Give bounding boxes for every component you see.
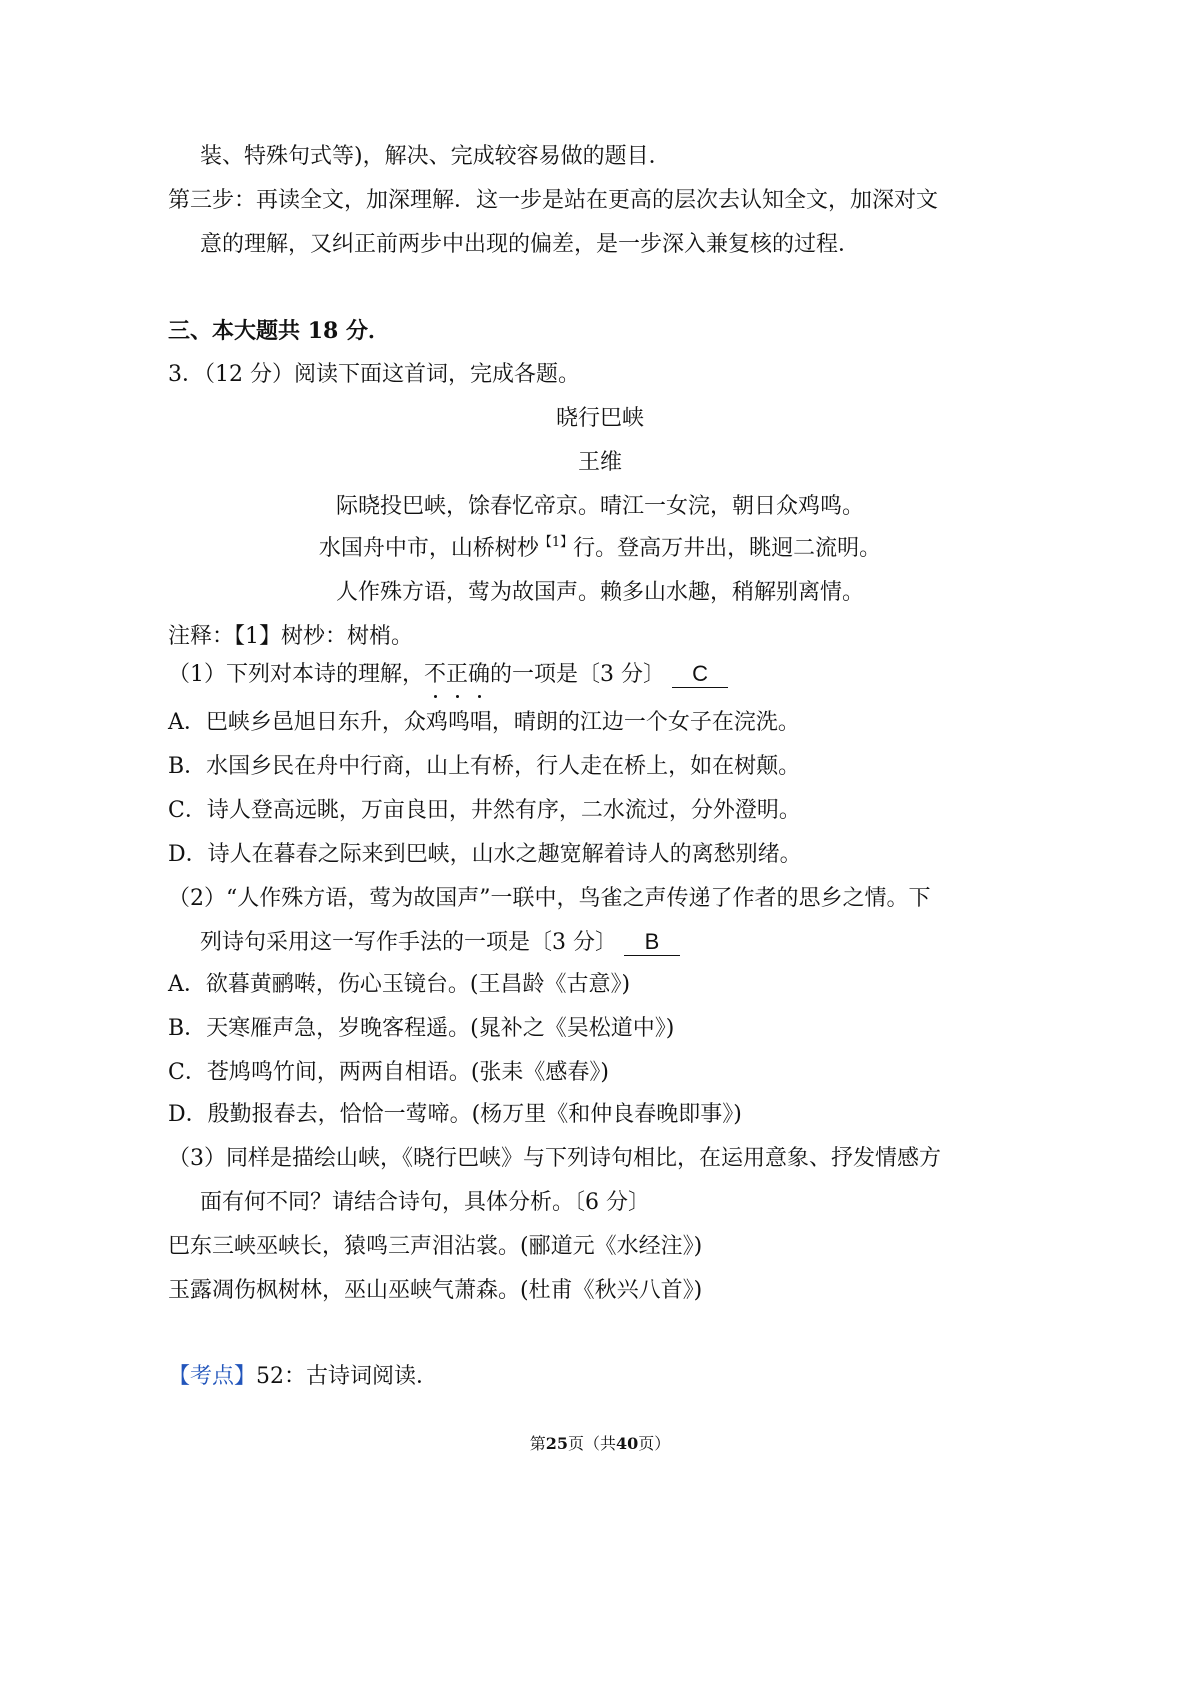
- poem-line-1: 际晓投巴峡，馀春忆帝京。晴江一女浣，朝日众鸡鸣。: [335, 494, 864, 519]
- section-heading: [168, 316, 390, 346]
- section-heading-prefix: 三、本大题共: [168, 318, 301, 344]
- q2-option-c: C．苍鸠鸣竹间，两两自相语。(张耒《感春》): [168, 1060, 610, 1085]
- q1-option-d: D．诗人在暮春之际来到巴峡，山水之趣宽解着诗人的离愁别绪。: [168, 842, 802, 867]
- q2-option-a: A．欲暮黄鹂啭，伤心玉镜台。(王昌龄《古意》): [168, 972, 631, 997]
- q3-verse-1: 巴东三峡巫峡长，猿鸣三声泪沾裳。(郦道元《水经注》): [168, 1234, 703, 1259]
- q2-stem-line-1: （2）“人作殊方语，莺为故国声”一联中，鸟雀之声传递了作者的思乡之情。下: [168, 886, 931, 911]
- footnote-marker: 【1】: [538, 535, 574, 550]
- q3-stem-line-1: （3）同样是描绘山峡，《晓行巴峡》与下列诗句相比，在运用意象、抒发情感方: [168, 1146, 941, 1171]
- continuation-line: 装、特殊句式等)，解决、完成较容易做的题目．: [200, 144, 671, 169]
- q2-option-b: B．天寒雁声急，岁晚客程遥。(晁补之《吴松道中》): [168, 1016, 675, 1041]
- footer-mid: 页（共: [567, 1434, 616, 1453]
- poem-line-2: [0, 534, 1200, 564]
- section-heading-score: 18: [307, 318, 339, 344]
- kaodian-label: 【考点】: [168, 1364, 257, 1389]
- step3-line-1: 第三步：再读全文，加深理解．这一步是站在更高的层次去认知全文，加深对文: [168, 188, 939, 213]
- poem-line-2-pre: 水国舟中市，山桥树杪: [318, 536, 539, 561]
- poem-line-2-post: 行。登高万井出，眺迥二流明。: [573, 536, 882, 561]
- q2-stem-line-2: [200, 928, 680, 958]
- q1-stem: [168, 660, 728, 690]
- kaodian-line: [168, 1362, 438, 1392]
- q1-option-c: C．诗人登高远眺，万亩良田，井然有序，二水流过，分外澄明。: [168, 798, 801, 823]
- q1-answer: C: [672, 661, 728, 688]
- annotation: 注释：【1】树杪：树梢。: [168, 624, 413, 649]
- q2-option-d: D．殷勤报春去，恰恰一莺啼。(杨万里《和仲良春晚即事》): [168, 1102, 742, 1127]
- page-footer: [0, 1434, 1200, 1454]
- emphasis-dot-char: 不: [424, 660, 446, 690]
- q2-answer: B: [624, 929, 680, 956]
- section-heading-suffix: 分．: [345, 318, 390, 344]
- q3-stem-line-2: 面有何不同？请结合诗句，具体分析。〔6 分〕: [200, 1190, 650, 1215]
- footer-page-number: 25: [545, 1434, 568, 1453]
- q3-verse-2: 玉露凋伤枫树林，巫山巫峡气萧森。(杜甫《秋兴八首》): [168, 1278, 703, 1303]
- poem-title: 晓行巴峡: [555, 406, 644, 431]
- poem-author: 王维: [577, 450, 622, 475]
- kaodian-text: 52：古诗词阅读．: [256, 1364, 439, 1389]
- footer-total-pages: 40: [616, 1434, 639, 1453]
- footer-pre: 第: [529, 1434, 546, 1453]
- poem-line-3: 人作殊方语，莺为故国声。赖多山水趣，稍解别离情。: [335, 580, 864, 605]
- q1-stem-pre: （1）下列对本诗的理解，: [168, 662, 424, 687]
- emphasis-dot-char: 正: [446, 660, 468, 690]
- footer-post: 页）: [638, 1434, 671, 1453]
- q1-stem-post: 的一项是〔3 分〕: [490, 662, 666, 687]
- q2-stem-text: 列诗句采用这一写作手法的一项是〔3 分〕: [200, 930, 617, 955]
- q1-option-b: B．水国乡民在舟中行商，山上有桥，行人走在桥上，如在树颠。: [168, 754, 801, 779]
- question-intro: 3．（12 分）阅读下面这首词，完成各题。: [168, 362, 580, 387]
- step3-line-2: 意的理解，又纠正前两步中出现的偏差，是一步深入兼复核的过程．: [200, 232, 861, 257]
- emphasis-dot-char: 确: [468, 660, 490, 690]
- q1-option-a: A．巴峡乡邑旭日东升，众鸡鸣唱，晴朗的江边一个女子在浣洗。: [168, 710, 800, 735]
